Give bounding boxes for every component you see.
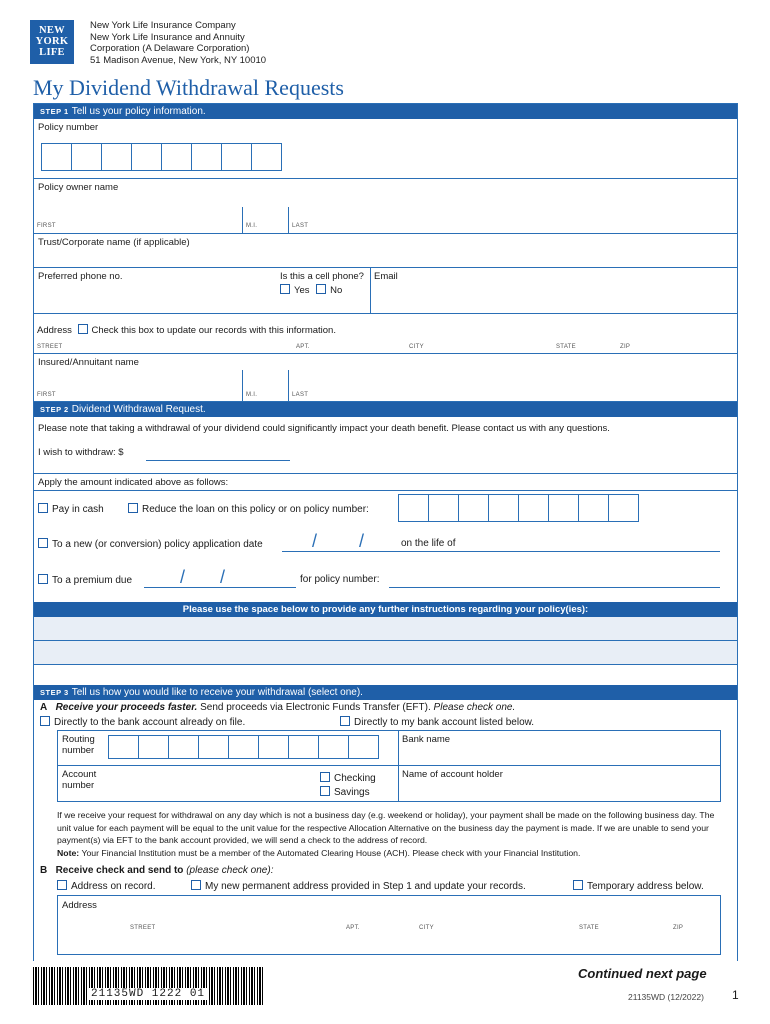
address-on-record-checkbox[interactable] bbox=[57, 880, 67, 890]
life-of-input[interactable] bbox=[394, 551, 720, 552]
cell-no-checkbox[interactable] bbox=[316, 284, 326, 294]
policy-number-row bbox=[34, 119, 737, 179]
apply-amount-header: Apply the amount indicated above as follows: bbox=[34, 474, 737, 491]
form-id: 21135WD (12/2022) bbox=[628, 992, 704, 1002]
routing-number-input[interactable] bbox=[108, 735, 378, 759]
phone-field[interactable]: Preferred phone no. bbox=[38, 271, 123, 282]
step3-header: STEP 3 Tell us how you would like to receive your withdrawal (select one). bbox=[34, 685, 737, 700]
owner-name-row[interactable]: Policy owner name FIRST M.I. LAST bbox=[34, 179, 737, 234]
application-date-input[interactable] bbox=[282, 551, 394, 552]
reduce-loan-checkbox[interactable] bbox=[128, 503, 138, 513]
withdraw-amount-input[interactable] bbox=[146, 460, 290, 461]
instructions-line-2[interactable] bbox=[34, 641, 737, 665]
bank-info-box: Routing number Bank name Account number Checking Savings Name of account holder bbox=[57, 730, 721, 802]
direct-below-checkbox[interactable] bbox=[340, 716, 350, 726]
cell-yes-checkbox[interactable] bbox=[280, 284, 290, 294]
premium-policy-number-input[interactable] bbox=[389, 587, 720, 588]
insured-name-row[interactable]: Insured/Annuitant name FIRST M.I. LAST bbox=[34, 354, 737, 402]
withdraw-amount-row: Please note that taking a withdrawal of your dividend could significantly impact your death benefit. Please contact us with any questions. I wish to withdraw: $ bbox=[34, 417, 737, 474]
update-address-checkbox[interactable] bbox=[78, 324, 88, 334]
savings-checkbox[interactable] bbox=[320, 786, 330, 796]
phone-email-row: Preferred phone no. Is this a cell phone? Yes No Email bbox=[34, 268, 737, 314]
account-number-field[interactable]: Account number bbox=[62, 769, 97, 791]
address-row[interactable]: Address Check this box to update our records with this information. STREET APT. CITY STATE ZIP bbox=[34, 314, 737, 354]
policy-number-input[interactable] bbox=[41, 143, 281, 171]
new-permanent-address-checkbox[interactable] bbox=[191, 880, 201, 890]
temporary-address-checkbox[interactable] bbox=[573, 880, 583, 890]
account-holder-field[interactable]: Name of account holder bbox=[402, 769, 503, 780]
instructions-header: Please use the space below to provide any further instructions regarding your policy(ies): bbox=[34, 602, 737, 617]
instructions-line-1[interactable] bbox=[34, 617, 737, 641]
step3-body: A Receive your proceeds faster. Send proceeds via Electronic Funds Transfer (EFT). Please check one. Directly to the bank account already on file. Directly to my bank account listed below. Routing number Bank name Account number Checking Savings Name of account holder If we receive your request for withdrawal on any day which is not a business day (e.g. weekend or holiday), your payment shall be made on the following business day. The unit value for each payment will be equal to the unit value for the respective Allocation Alternative on the business day the payment is made. If we are unable to send your payment(s) via EFT to the bank account provided, we will send a check to the address of record. Note: Your Financial Institution must be a member of the Automated Clearing House (ACH). Please check with your Financial Institution. B Receive check and send to (please check one): Address on record. My new permanent address provided in Step 1 and update your records. Temporary address below. Address STREET APT. CITY STATE ZIP bbox=[34, 700, 737, 953]
barcode-text: 21135WD 1222 01 bbox=[88, 988, 208, 1000]
loan-policy-number-input[interactable] bbox=[398, 494, 638, 522]
eft-disclosure: If we receive your request for withdrawal on any day which is not a business day (e.g. weekend or holiday), your payment shall be made on the following business day. The unit value for each payment will be equal to the unit value for the respective Allocation Alternative on the business day the payment is made. If we are unable to send your payment(s) via EFT to the bank account provided, we will send a check to the address of record. Note: Your Financial Institution must be a member of the Automated Clearing House (ACH). Please check with your Financial Institution. bbox=[57, 810, 715, 858]
owner-name-label: Policy owner name bbox=[38, 182, 119, 193]
direct-on-file-checkbox[interactable] bbox=[40, 716, 50, 726]
temporary-address-box[interactable]: Address STREET APT. CITY STATE ZIP bbox=[57, 895, 721, 955]
continued-label: Continued next page bbox=[578, 966, 707, 981]
premium-due-checkbox[interactable] bbox=[38, 574, 48, 584]
apply-options: Pay in cash Reduce the loan on this policy or on policy number: To a new (or conversion) policy application date / / on the life of To a premium due / / for policy number: bbox=[34, 491, 737, 602]
policy-number-label: Policy number bbox=[38, 122, 99, 133]
new-policy-checkbox[interactable] bbox=[38, 538, 48, 548]
checking-checkbox[interactable] bbox=[320, 772, 330, 782]
pay-in-cash-checkbox[interactable] bbox=[38, 503, 48, 513]
trust-name-field[interactable]: Trust/Corporate name (if applicable) bbox=[34, 234, 737, 268]
death-benefit-note: Please note that taking a withdrawal of your dividend could significantly impact your death benefit. Please contact us with any questions. bbox=[38, 423, 610, 434]
page-number: 1 bbox=[732, 988, 739, 1002]
step2-header: STEP 2 Dividend Withdrawal Request. bbox=[34, 402, 737, 417]
instructions-line-3[interactable] bbox=[34, 665, 737, 685]
withdrawal-form bbox=[33, 103, 738, 961]
step1-header: STEP 1 Tell us your policy information. bbox=[34, 104, 737, 119]
email-field[interactable]: Email bbox=[374, 271, 398, 282]
new-york-life-logo: NEW YORK LIFE bbox=[30, 20, 74, 64]
company-address: New York Life Insurance Company New York Life Insurance and Annuity Corporation (A Delaware Corporation) 51 Madison Avenue, New York, NY 10010 bbox=[90, 20, 267, 66]
bank-name-field[interactable]: Bank name bbox=[402, 734, 451, 745]
page-title: My Dividend Withdrawal Requests bbox=[33, 75, 344, 100]
